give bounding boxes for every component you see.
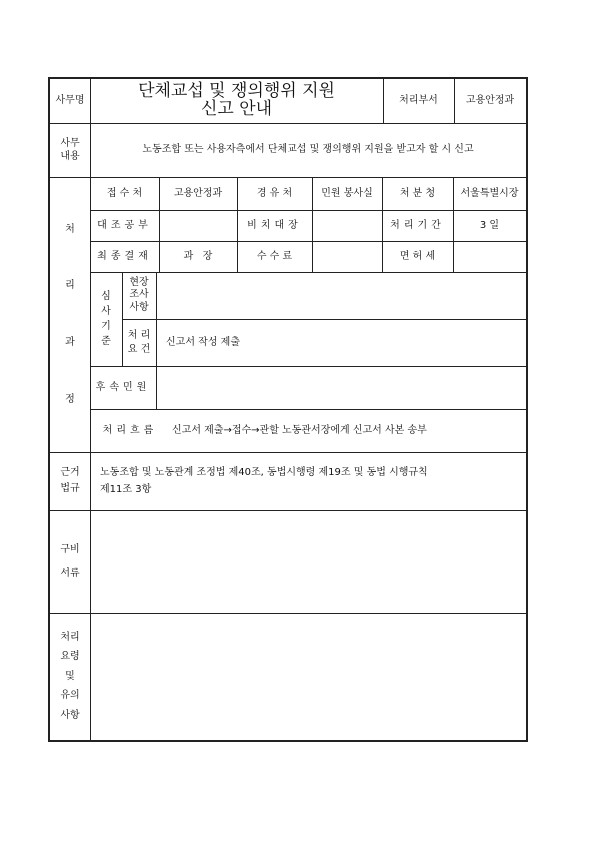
fee-value bbox=[312, 241, 382, 272]
law-text-line: 제11조 3항 bbox=[100, 484, 152, 495]
ledger-doc-value bbox=[312, 210, 382, 241]
via-label: 경 유 처 bbox=[256, 187, 293, 199]
receipt-label: 접 수 처 bbox=[106, 187, 143, 199]
documents-value bbox=[90, 510, 526, 613]
law-label bbox=[50, 452, 90, 510]
documents-label bbox=[50, 510, 90, 613]
notes-label-line: 유의 bbox=[60, 690, 80, 702]
license-tax-label: 면 허 세 bbox=[399, 250, 436, 262]
final-approval-value: 과 장 bbox=[183, 250, 213, 262]
criteria-char: 심 bbox=[101, 291, 111, 302]
dept-value: 고용안정과 bbox=[465, 95, 515, 107]
ledger-value bbox=[159, 210, 237, 241]
flow-label: 처리흐름 bbox=[102, 424, 158, 436]
notes-label-line: 처리 bbox=[60, 631, 80, 643]
content-text: 노동조합 또는 사용자측에서 단체교섭 및 쟁의행위 지원을 받고자 할 시 신고 bbox=[142, 144, 474, 156]
criteria-char: 사 bbox=[101, 306, 111, 317]
criteria-char: 기 bbox=[101, 321, 111, 332]
guide-form bbox=[48, 77, 528, 742]
flow-value: 신고서 제출→접수→관할 노동관서장에게 신고서 사본 송부 bbox=[172, 424, 427, 436]
criteria-label bbox=[90, 272, 122, 366]
documents-label-line: 구비 bbox=[60, 543, 80, 555]
requirements-label-line: 처 리 bbox=[127, 330, 151, 341]
page-title bbox=[90, 79, 383, 123]
site-survey-label-line: 조사 bbox=[129, 289, 149, 301]
notes-label-line: 사항 bbox=[60, 709, 80, 721]
followup-value bbox=[156, 366, 526, 409]
period-label: 처리기간 bbox=[390, 219, 445, 231]
requirements-value: 신고서 작성 제출 bbox=[166, 336, 240, 348]
process-side-char: 과 bbox=[65, 337, 75, 349]
disposal-label: 처 분 청 bbox=[399, 187, 436, 199]
requirements-label-line: 요 건 bbox=[127, 343, 151, 355]
notes-label-line: 요령 bbox=[60, 651, 80, 663]
law-label-line: 법규 bbox=[60, 483, 80, 494]
period-value: 3 일 bbox=[479, 219, 500, 231]
content-label bbox=[50, 123, 90, 177]
dept-label: 처리부서 bbox=[399, 95, 438, 107]
ledger-label: 대조공부 bbox=[97, 219, 152, 231]
content-label-line: 사무 bbox=[60, 137, 80, 149]
disposal-value: 서울특별시장 bbox=[460, 187, 519, 199]
via-value: 민원 봉사실 bbox=[321, 187, 373, 199]
receipt-value: 고용안정과 bbox=[173, 187, 223, 199]
notes-value bbox=[90, 613, 526, 740]
followup-label: 후속민원 bbox=[95, 381, 151, 393]
office-label: 사무명 bbox=[55, 95, 85, 107]
notes-label bbox=[50, 613, 90, 740]
criteria-char: 준 bbox=[101, 336, 111, 347]
process-side-char: 처 bbox=[65, 223, 75, 235]
site-survey-label-line: 사항 bbox=[129, 301, 149, 313]
site-survey-label-line: 현장 bbox=[129, 276, 149, 288]
law-label-line: 근거 bbox=[60, 467, 80, 478]
law-text bbox=[90, 452, 526, 510]
title-line-2: 신고 안내 bbox=[200, 99, 273, 119]
title-line-1: 단체교섭 및 쟁의행위 지원 bbox=[138, 81, 335, 102]
content-label-line: 내용 bbox=[60, 151, 80, 162]
process-side-char: 리 bbox=[65, 280, 75, 292]
final-approval-label: 최종결재 bbox=[97, 250, 152, 262]
process-side-char: 정 bbox=[65, 393, 75, 405]
law-text-line: 노동조합 및 노동관계 조정법 제40조, 동법시행령 제19조 및 동법 시행규칙 bbox=[100, 467, 428, 478]
ledger-doc-label: 비치대장 bbox=[247, 219, 302, 231]
site-survey-label bbox=[122, 272, 156, 319]
documents-label-line: 서류 bbox=[60, 567, 80, 579]
site-survey-value bbox=[156, 272, 526, 319]
requirements-label bbox=[122, 319, 156, 366]
process-side-label bbox=[50, 177, 90, 452]
notes-label-line: 및 bbox=[65, 670, 75, 682]
license-tax-value bbox=[453, 241, 526, 272]
fee-label: 수 수 료 bbox=[256, 250, 293, 262]
